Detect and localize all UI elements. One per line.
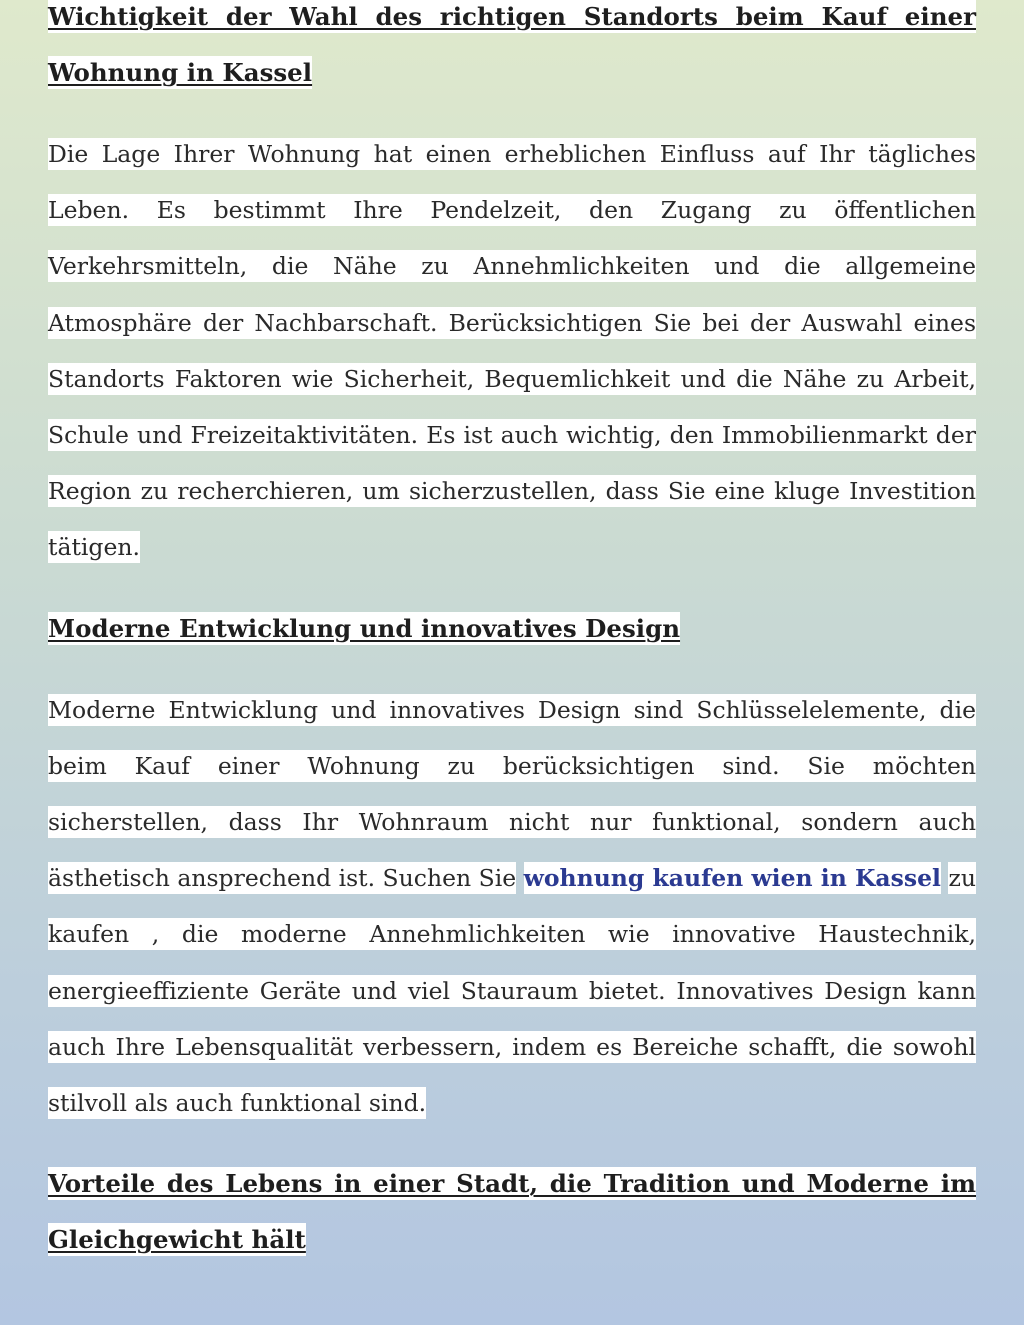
paragraph-text-before-link: Moderne Entwicklung und innovatives Design sind Schlüsselelemente, die beim Kauf einer Wohnung zu berücksichtigen sind. Sie möchten sicherstellen, dass Ihr Wohnraum nicht nur funktional, sondern auch ästhetisch ansprechend ist. Suchen Sie (48, 695, 976, 893)
wohnung-kaufen-link[interactable]: wohnung kaufen wien in Kassel (523, 864, 941, 893)
section-paragraph-location (48, 126, 976, 576)
heading-text: Wichtigkeit der Wahl des richtigen Standorts beim Kauf einer Wohnung in Kassel (48, 2, 976, 87)
section-heading-tradition (48, 1156, 976, 1268)
heading-text: Vorteile des Lebens in einer Stadt, die Tradition und Moderne im Gleichgewicht hält (48, 1169, 976, 1255)
document-page (48, 0, 976, 1268)
paragraph-text-after-link: zu kaufen , die moderne Annehmlichkeiten wie innovative Haustechnik, energieeffiziente Geräte und viel Stauraum bietet. Innovatives Design kann auch Ihre Lebensqualität verbessern, indem es Bereiche schafft, die sowohl stilvoll als auch funktional sind. (48, 864, 977, 1118)
heading-text: Moderne Entwicklung und innovatives Design (48, 613, 681, 643)
section-heading-location (48, 0, 976, 101)
section-heading-design (48, 601, 976, 657)
section-paragraph-design (48, 682, 976, 1132)
paragraph-text: Die Lage Ihrer Wohnung hat einen erheblichen Einfluss auf Ihr tägliches Leben. Es bestimmt Ihre Pendelzeit, den Zugang zu öffentlichen Verkehrsmitteln, die Nähe zu Annehmlichkeiten und die allgemeine Atmosphäre der Nachbarschaft. Berücksichtigen Sie bei der Auswahl eines Standorts Faktoren wie Sicherheit, Bequemlichkeit und die Nähe zu Arbeit, Schule und Freizeitaktivitäten. Es ist auch wichtig, den Immobilienmarkt der Region zu recherchieren, um sicherzustellen, dass Sie eine kluge Investition tätigen. (48, 140, 976, 562)
